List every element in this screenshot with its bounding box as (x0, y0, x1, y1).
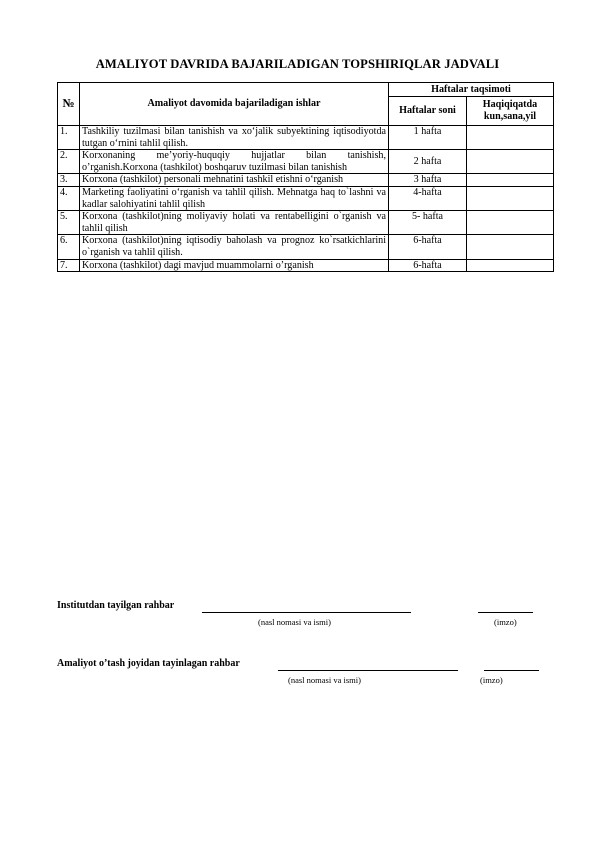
row-weeks: 3 hafta (389, 174, 467, 187)
header-actual-date: Haqiqiqatda kun,sana,yil (467, 97, 554, 126)
row-number: 7. (58, 259, 80, 272)
row-date (467, 186, 554, 210)
row-date (467, 211, 554, 235)
row-weeks: 5- hafta (389, 211, 467, 235)
row-weeks: 2 hafta (389, 150, 467, 174)
header-tasks: Amaliyot davomida bajariladigan ishlar (80, 83, 389, 126)
practice-supervisor-label: Amaliyot o’tash joyidan tayinlagan rahbar (57, 658, 240, 669)
row-number: 6. (58, 235, 80, 259)
row-task: Korxonaning me’yoriy-huquqiy hujjatlar bilan tanishish, o’rganish.Korxona (tashkilot) boshqaruv tuzilmasi bilan tanishish (80, 150, 389, 174)
row-date (467, 126, 554, 150)
row-task: Korxona (tashkilot)ning moliyaviy holati va rentabelligini o`rganish va tahlil qilish (80, 211, 389, 235)
row-date (467, 150, 554, 174)
page-title: AMALIYOT DAVRIDA BAJARILADIGAN TOPSHIRIQLAR JADVALI (95, 57, 500, 71)
header-number: № (58, 83, 80, 126)
table-row (58, 211, 554, 235)
row-number: 5. (58, 211, 80, 235)
row-task: Korxona (tashkilot) dagi mavjud muammolarni o’rganish (80, 259, 389, 272)
institute-signature-caption: (imzo) (494, 617, 517, 627)
row-weeks: 6-hafta (389, 259, 467, 272)
row-number: 3. (58, 174, 80, 187)
row-weeks: 1 hafta (389, 126, 467, 150)
row-date (467, 235, 554, 259)
row-number: 1. (58, 126, 80, 150)
practice-signature-line (484, 670, 539, 671)
institute-name-line (202, 612, 411, 613)
row-number: 4. (58, 186, 80, 210)
institute-name-caption: (nasl nomasi va ismi) (258, 617, 331, 627)
row-task: Marketing faoliyatini o‘rganish va tahlil qilish. Mehnatga haq to`lashni va kadlar salohiyatini tahlil qilish (80, 186, 389, 210)
row-task: Korxona (tashkilot)ning iqtisodiy baholash va prognoz ko`rsatkichlarini o`rganish va tahlil qilish. (80, 235, 389, 259)
row-task: Tashkiliy tuzilmasi bilan tanishish va xo‘jalik subyektining iqtisodiyotda tutgan o‘rnini tahlil qilish. (80, 126, 389, 150)
row-number: 2. (58, 150, 80, 174)
table-row (58, 235, 554, 259)
table-row (58, 126, 554, 150)
practice-signature-caption: (imzo) (480, 675, 503, 685)
row-weeks: 6-hafta (389, 235, 467, 259)
practice-name-line (278, 670, 458, 671)
row-weeks: 4-hafta (389, 186, 467, 210)
practice-name-caption: (nasl nomasi va ismi) (288, 675, 361, 685)
row-task: Korxona (tashkilot) personali mehnatini tashkil etishni o‘rganish (80, 174, 389, 187)
header-schedule-group: Haftalar taqsimoti (389, 83, 554, 97)
table-row (58, 186, 554, 210)
table-row (58, 150, 554, 174)
institute-signature-line (478, 612, 533, 613)
institute-supervisor-label: Institutdan tayilgan rahbar (57, 600, 175, 611)
tasks-table (57, 82, 554, 272)
table-row (58, 259, 554, 272)
row-date (467, 259, 554, 272)
row-date (467, 174, 554, 187)
header-weeks-count: Haftalar soni (389, 97, 467, 126)
table-row (58, 174, 554, 187)
